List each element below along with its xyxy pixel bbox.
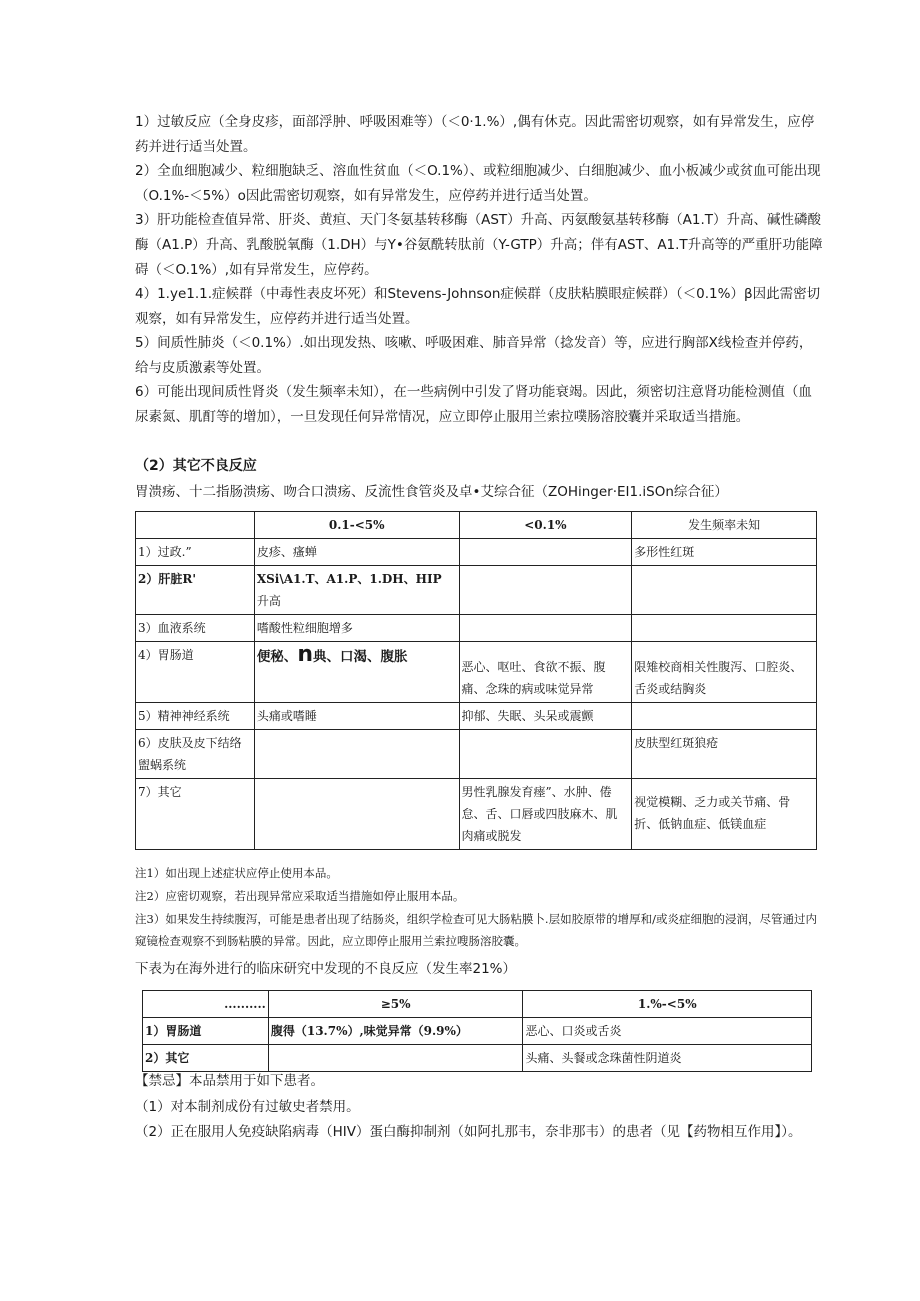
table-header-row	[136, 512, 817, 539]
table-row	[136, 642, 817, 703]
table-row	[143, 1045, 812, 1072]
table-header-cell: ≥5%	[268, 991, 523, 1018]
table-row	[136, 615, 817, 642]
table-cell: 男性乳腺发育瘗”、水肿、倦怠、舌、口唇或四肢麻木、肌肉痛或脱发	[459, 779, 632, 850]
table-cell: 恶心、口炎或舌炎	[523, 1018, 812, 1045]
table-cell: 皮疹、瘙蝉	[254, 539, 459, 566]
paragraph-text: 2）全血细胞减少、粒细胞缺乏、溶血性贫血（＜O.1%）、或粒细胞减少、白细胞减少、血小板减少或贫血可能出现（O.1%-＜5%）o因此需密切观察，如有异常发生，应停药并进行适当处置。	[135, 163, 821, 204]
table-header-row	[143, 991, 812, 1018]
table-cell-text: 便秘、	[256, 649, 298, 665]
overseas-reaction-table	[142, 990, 812, 1072]
table-cell	[459, 615, 632, 642]
table-cell: 头痛或嗜睡	[254, 703, 459, 730]
table-cell: 嗜酸性粒细胞增多	[254, 615, 459, 642]
table-cell	[632, 566, 817, 615]
table-cell: 多形性红斑	[632, 539, 817, 566]
table-row	[136, 703, 817, 730]
table-cell-category: 2）肝脏R'	[136, 566, 255, 615]
contraindication-item-2: （2）正在服用人免疫缺陷病毒（HIV）蛋白酶抑制剂（如阿扎那韦，奈非那韦）的患者（见【药物相互作用】）。	[135, 1124, 802, 1140]
table-cell-category: 1）过政.”	[136, 539, 255, 566]
footnote-1: 注1）如出现上述症状应停止使用本品。	[135, 866, 338, 880]
table-row	[143, 1018, 812, 1045]
paragraph-text: 1）过敏反应（全身皮疹，面部浮肿、呼吸困难等）（＜0·1.%）,偶有休克。因此需密切观察，如有异常发生，应停药并进行适当处置。	[135, 114, 815, 155]
footnote-2: 注2）应密切观察，若出现异常应采取适当措施如停止服用本品。	[135, 889, 465, 903]
table-cell-category: 5）精神神经系统	[136, 703, 255, 730]
adverse-reaction-table	[135, 511, 817, 850]
paragraph-pneumonia	[135, 331, 825, 381]
table-row	[136, 730, 817, 779]
contraindication-item-1: （1）对本制剂成份有过敏史者禁用。	[135, 1099, 360, 1115]
table-cell-text: n	[297, 642, 313, 667]
table-cell: 头痛、头餐或念珠菌性阴道炎	[523, 1045, 812, 1072]
table-cell: 腹得（13.7%）,味觉异常（9.9%）	[268, 1018, 523, 1045]
section-subheading: （2）其它不良反应	[135, 458, 257, 474]
table-cell	[459, 566, 632, 615]
table-cell	[254, 642, 459, 703]
table-cell: 恶心、呕吐、食欲不振、腹痛、念珠的病或味觉异常	[459, 642, 632, 703]
paragraph-skin-syndrome	[135, 282, 825, 332]
table-header-cell: ..........	[143, 991, 269, 1018]
table-cell	[459, 539, 632, 566]
table-cell-category: 1）胃肠道	[143, 1018, 269, 1045]
table-cell	[459, 730, 632, 779]
footnote-3: 注3）如果发生持续腹泻，可能是患者出现了结肠炎，组织学检查可见大肠粘膜卜.层如胶原带的增厚和/或炎症细胞的浸润，尽管通过内窥镜检查观察不到肠粘膜的异常。因此，应立即停止服用兰索拉嗖肠溶胶囊。	[135, 912, 817, 948]
table-cell: 限雉校商相关性腹泻、口腔炎、舌炎或结胸炎	[632, 642, 817, 703]
paragraph-text: 4）1.ye1.1.症候群（中毒性表皮坏死）和Stevens-Johnson症候群（皮肤粘膜眼症候群）（＜0.1%）β因此需密切观察，如有异常发生，应停药并进行适当处置。	[135, 286, 821, 327]
table-cell	[632, 615, 817, 642]
table-row	[136, 566, 817, 615]
table-cell	[254, 730, 459, 779]
table-header-cell: 发生频率未知	[632, 512, 817, 539]
table-cell-category: 2）其它	[143, 1045, 269, 1072]
table-cell	[268, 1045, 523, 1072]
table-cell-text: 典、口渴、腹胀	[312, 649, 408, 665]
table-header-cell: 0.1-<5%	[254, 512, 459, 539]
table-cell: 皮肤型红斑狼疮	[632, 730, 817, 779]
table-cell-category: 4）胃肠道	[136, 642, 255, 703]
table-cell-category: 7）其它	[136, 779, 255, 850]
overseas-table-caption: 下表为在海外进行的临床研究中发现的不良反应（发生率21%）	[135, 961, 517, 977]
table-cell: 视觉模糊、乏力或关节痛、骨折、低钠血症、低镁血症	[632, 779, 817, 850]
table-header-cell: <0.1%	[459, 512, 632, 539]
table-cell-category: 3）血液系统	[136, 615, 255, 642]
table-cell-category: 6）皮肤及皮下结络盥蜗系统	[136, 730, 255, 779]
table-header-cell	[136, 512, 255, 539]
paragraph-text: 5）间质性肺炎（＜0.1%）.如出现发热、咳嗽、呼吸困难、肺音异常（捻发音）等，应进行胸部X线检查并停药，给与皮质激素等处置。	[135, 335, 813, 376]
table-cell	[254, 566, 459, 615]
table-cell-text: 升高	[256, 594, 281, 608]
paragraph-text: 6）可能出现间质性肾炎（发生频率未知），在一些病例中引发了肾功能衰竭。因此，须密切注意肾功能检测值（血尿素氮、肌酊等的增加），一旦发现任何异常情况，应立即停止服用兰索拉噗肠溶胶囊并采取适当措施。	[135, 384, 812, 425]
paragraph-nephritis	[135, 380, 825, 430]
paragraph-blood	[135, 159, 825, 209]
paragraph-allergy	[135, 110, 825, 160]
table-cell	[254, 779, 459, 850]
paragraph-text: 3）肝功能检查值异常、肝炎、黄疸、天门冬氨基转移酶（AST）升高、丙氨酸氨基转移酶（A1.T）升高、碱性磷酸酶（A1.P）升高、乳酸脱氧酶（1.DH）与Y•谷氨酰转肽前（Y-GTP）升高；伴有AST、A1.T升高等的严重肝功能障碍（＜O.1%）,如有异常发生，应停药。	[135, 212, 823, 278]
table-cell	[632, 703, 817, 730]
contraindication-heading: 【禁忌】本品禁用于如下患者。	[135, 1073, 324, 1089]
indication-intro: 胃溃疡、十二指肠溃疡、吻合口溃疡、反流性食管炎及卓•艾综合征（ZOHinger·EI1.iSOn综合征）	[135, 484, 728, 500]
table-row	[136, 779, 817, 850]
table-cell: 抑郁、失眠、头呆或震颤	[459, 703, 632, 730]
table-header-cell: 1.%-<5%	[523, 991, 812, 1018]
table-row	[136, 539, 817, 566]
table-cell-text: XSi\A1.T、A1.P、1.DH、HIP	[256, 572, 442, 586]
paragraph-liver	[135, 208, 825, 283]
